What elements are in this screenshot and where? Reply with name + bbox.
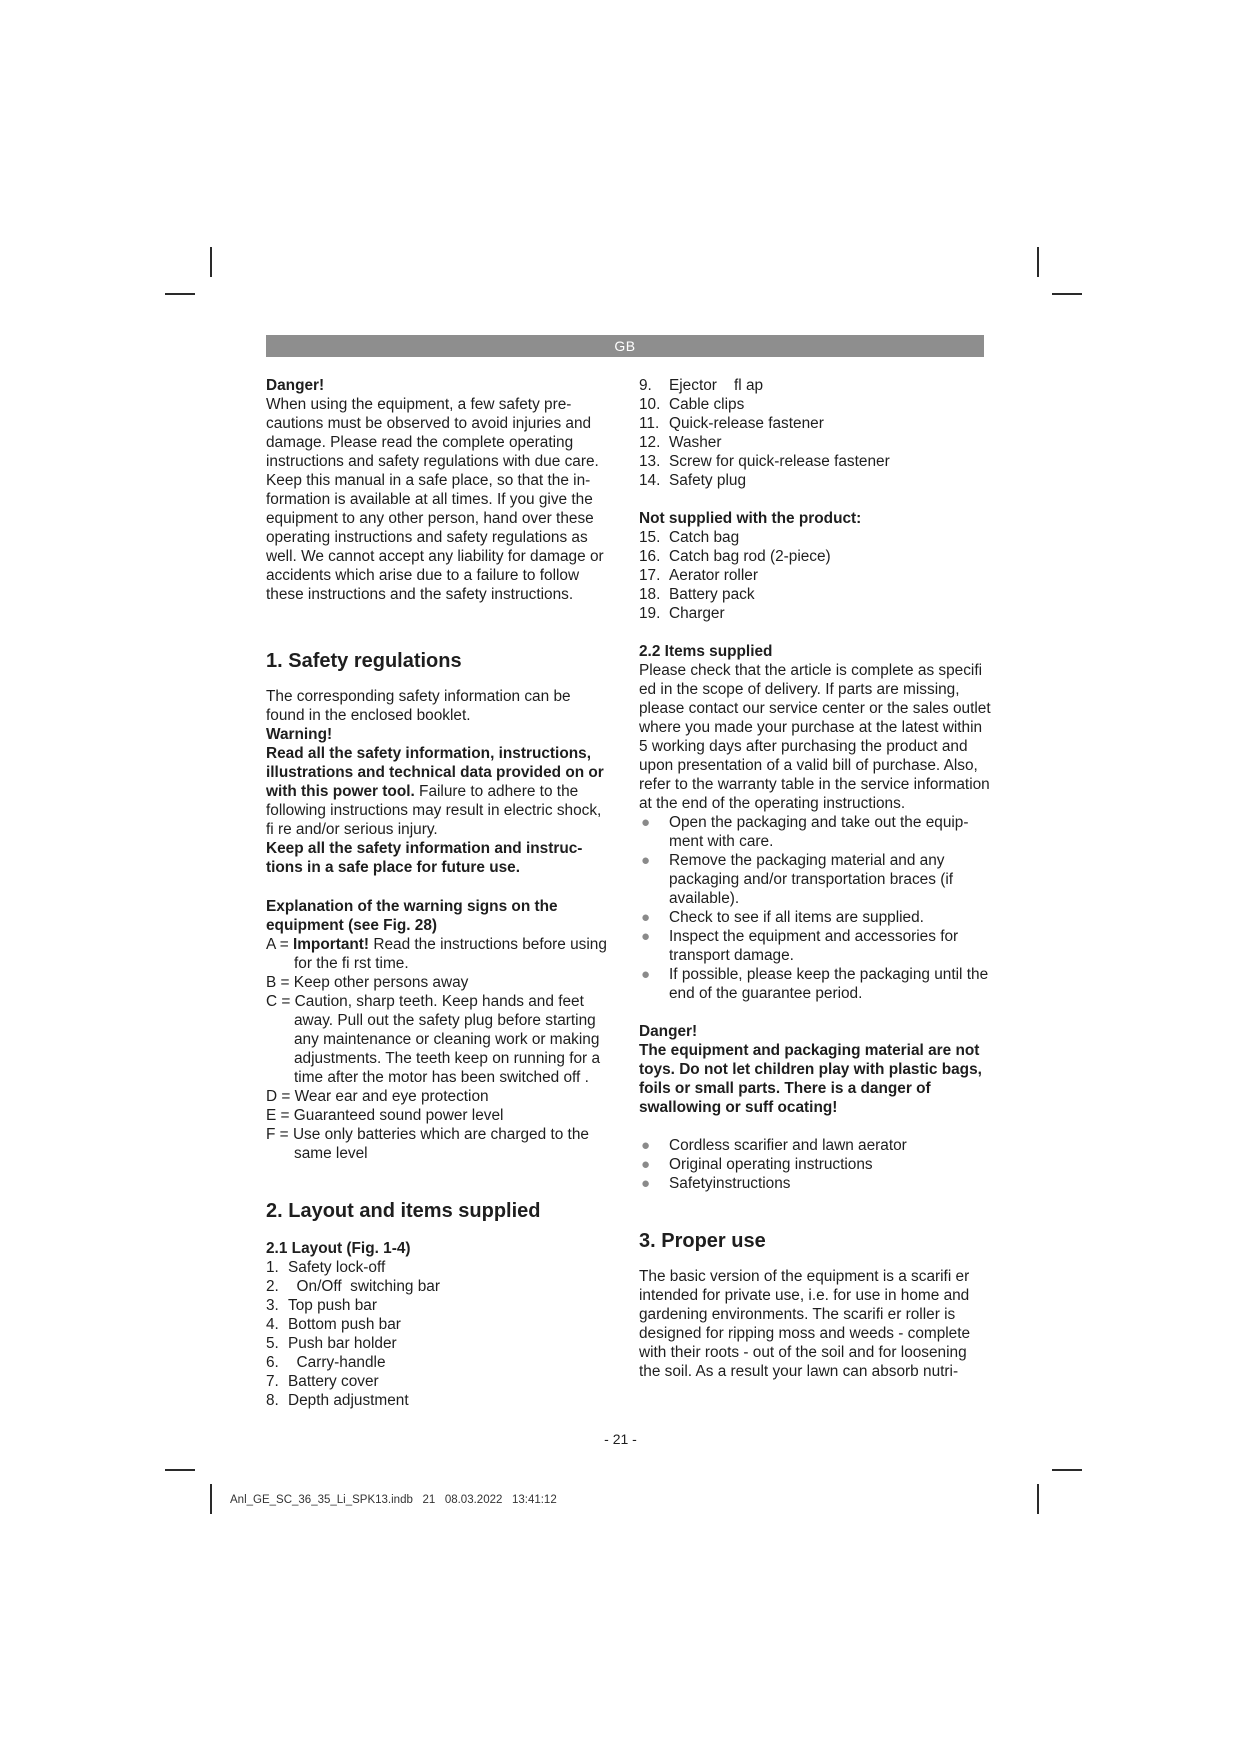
list-item: ● If possible, please keep the packaging until the end of the guarantee period. xyxy=(641,966,989,1002)
list-item: ● Cordless scarifier and lawn aerator xyxy=(641,1137,907,1154)
list-item: 5. Push bar holder xyxy=(266,1335,397,1352)
check-bullet-list xyxy=(639,813,991,1003)
list-item: 14. Safety plug xyxy=(639,472,747,489)
sign-a-prefix: A = xyxy=(266,936,293,953)
bullet-icon: ● xyxy=(641,909,651,926)
layout-heading: 2.1 Layout (Fig. 1-4) xyxy=(266,1240,411,1257)
list-item: 2. On/Off switching bar xyxy=(266,1278,440,1295)
not-supplied-list xyxy=(639,528,991,623)
bullet-icon: ● xyxy=(641,1137,651,1154)
warning-paragraph xyxy=(266,744,611,839)
right-column xyxy=(639,376,991,1381)
bullet-icon: ● xyxy=(641,928,651,945)
list-item: 7. Battery cover xyxy=(266,1373,379,1390)
items-supplied-paragraph: Please check that the article is complete as specifi ed in the scope of delivery. If parts are missing, please contact our service center or the sales outlet where you made your purchase at the latest within 5 working days after purchasing the product and upon presentation of a valid bill of purchase. Also, refer to the warranty table in the service information at the end of the operating instructions. xyxy=(639,662,991,812)
crop-mark xyxy=(210,247,212,277)
safety-info-paragraph: The corresponding safety information can be found in the enclosed booklet. xyxy=(266,688,571,724)
keep-safe-paragraph: Keep all the safety information and instruc-tions in a safe place for future use. xyxy=(266,840,583,876)
warning-rest-text: Failure to adhere to the following instructions may result in electric shock, fi re and/or serious injury. xyxy=(266,783,602,838)
list-item: ● Open the packaging and take out the equip-ment with care. xyxy=(641,814,969,850)
supplied-bullet-list xyxy=(639,1136,991,1193)
danger-heading: Danger! xyxy=(266,377,325,394)
list-item: ● Check to see if all items are supplied. xyxy=(641,909,924,926)
sign-a-item xyxy=(266,935,611,973)
list-item: 15. Catch bag xyxy=(639,529,740,546)
danger-paragraph: When using the equipment, a few safety pre-cautions must be observed to avoid injuries and damage. Please read the complete operating instructions and safety regulations with due care. Keep this manual in a safe place, so that the in-formation is available at all times. If you give the equipment to any other person, hand over these operating instructions and safety regulations as well. We cannot accept any liability for damage or accidents which arise due to a failure to follow these instructions and the safety instructions. xyxy=(266,396,604,603)
list-item: 8. Depth adjustment xyxy=(266,1392,409,1409)
section-2-heading: 2. Layout and items supplied xyxy=(266,1200,541,1222)
sign-item: E = Guaranteed sound power level xyxy=(266,1107,504,1124)
crop-mark xyxy=(165,1469,195,1471)
proper-use-paragraph: The basic version of the equipment is a scarifi er intended for private use, i.e. for use in home and gardening environments. The scarifi er roller is designed for ripping moss and weeds - complete with their roots - out of the soil and for loosening the soil. As a result your lawn can absorb nutri- xyxy=(639,1268,971,1380)
bullet-icon: ● xyxy=(641,814,651,831)
danger-heading-2: Danger! xyxy=(639,1023,698,1040)
crop-mark xyxy=(1052,1469,1082,1471)
section-3-heading: 3. Proper use xyxy=(639,1230,766,1252)
items-supplied-heading: 2.2 Items supplied xyxy=(639,643,773,660)
list-item: 1. Safety lock-off xyxy=(266,1259,386,1276)
sign-a-bold: Important! xyxy=(292,936,370,953)
warning-bold-text: Read all the safety information, instructions, illustrations and technical data provided on or with this power tool. xyxy=(266,745,604,800)
bullet-icon: ● xyxy=(641,1175,651,1192)
list-item: 9. Ejector fl ap xyxy=(639,377,764,394)
file-info: Anl_GE_SC_36_35_Li_SPK13.indb 21 08.03.2022 13:41:12 xyxy=(230,1494,557,1506)
list-item: 18. Battery pack xyxy=(639,586,755,603)
list-item: ● Original operating instructions xyxy=(641,1156,873,1173)
sign-item: F = Use only batteries which are charged to the same level xyxy=(266,1126,589,1162)
list-item: 16. Catch bag rod (2-piece) xyxy=(639,548,831,565)
list-item: 4. Bottom push bar xyxy=(266,1316,401,1333)
list-item: 12. Washer xyxy=(639,434,722,451)
list-item: 10. Cable clips xyxy=(639,396,745,413)
layout-list xyxy=(266,1258,611,1410)
list-item: ● Safetyinstructions xyxy=(641,1175,791,1192)
warning-signs-heading: Explanation of the warning signs on the equipment (see Fig. 28) xyxy=(266,898,558,934)
page-number: - 21 - xyxy=(604,1431,637,1447)
warning-heading: Warning! xyxy=(266,726,333,743)
list-item: 19. Charger xyxy=(639,605,725,622)
left-column xyxy=(266,376,611,1410)
bullet-icon: ● xyxy=(641,852,651,869)
bullet-icon: ● xyxy=(641,1156,651,1173)
crop-mark xyxy=(1052,293,1082,295)
bullet-icon: ● xyxy=(641,966,651,983)
section-1-heading: 1. Safety regulations xyxy=(266,650,462,672)
not-supplied-heading: Not supplied with the product: xyxy=(639,510,862,527)
list-item: 17. Aerator roller xyxy=(639,567,758,584)
layout-list-continued xyxy=(639,376,991,490)
sign-item: B = Keep other persons away xyxy=(266,974,469,991)
sign-item: C = Caution, sharp teeth. Keep hands and feet away. Pull out the safety plug before starting any maintenance or cleaning work or making adjustments. The teeth keep on running for a time after the motor has been switched off . xyxy=(266,993,601,1086)
sign-a-rest: Read the instructions before using for the fi rst time. xyxy=(294,936,607,972)
language-header-bar: GB xyxy=(266,335,984,357)
crop-mark xyxy=(1037,247,1039,277)
list-item: ● Inspect the equipment and accessories for transport damage. xyxy=(641,928,959,964)
list-item: 6. Carry-handle xyxy=(266,1354,386,1371)
list-item: 3. Top push bar xyxy=(266,1297,377,1314)
list-item: 13. Screw for quick-release fastener xyxy=(639,453,890,470)
crop-mark xyxy=(165,293,195,295)
crop-mark xyxy=(210,1484,212,1514)
crop-mark xyxy=(1037,1484,1039,1514)
danger-paragraph-2: The equipment and packaging material are not toys. Do not let children play with plastic bags, foils or small parts. There is a danger of swallowing or suff ocating! xyxy=(639,1042,982,1116)
list-item: ● Remove the packaging material and any packaging and/or transportation braces (if available). xyxy=(641,852,954,907)
list-item: 11. Quick-release fastener xyxy=(639,415,824,432)
sign-item: D = Wear ear and eye protection xyxy=(266,1088,489,1105)
